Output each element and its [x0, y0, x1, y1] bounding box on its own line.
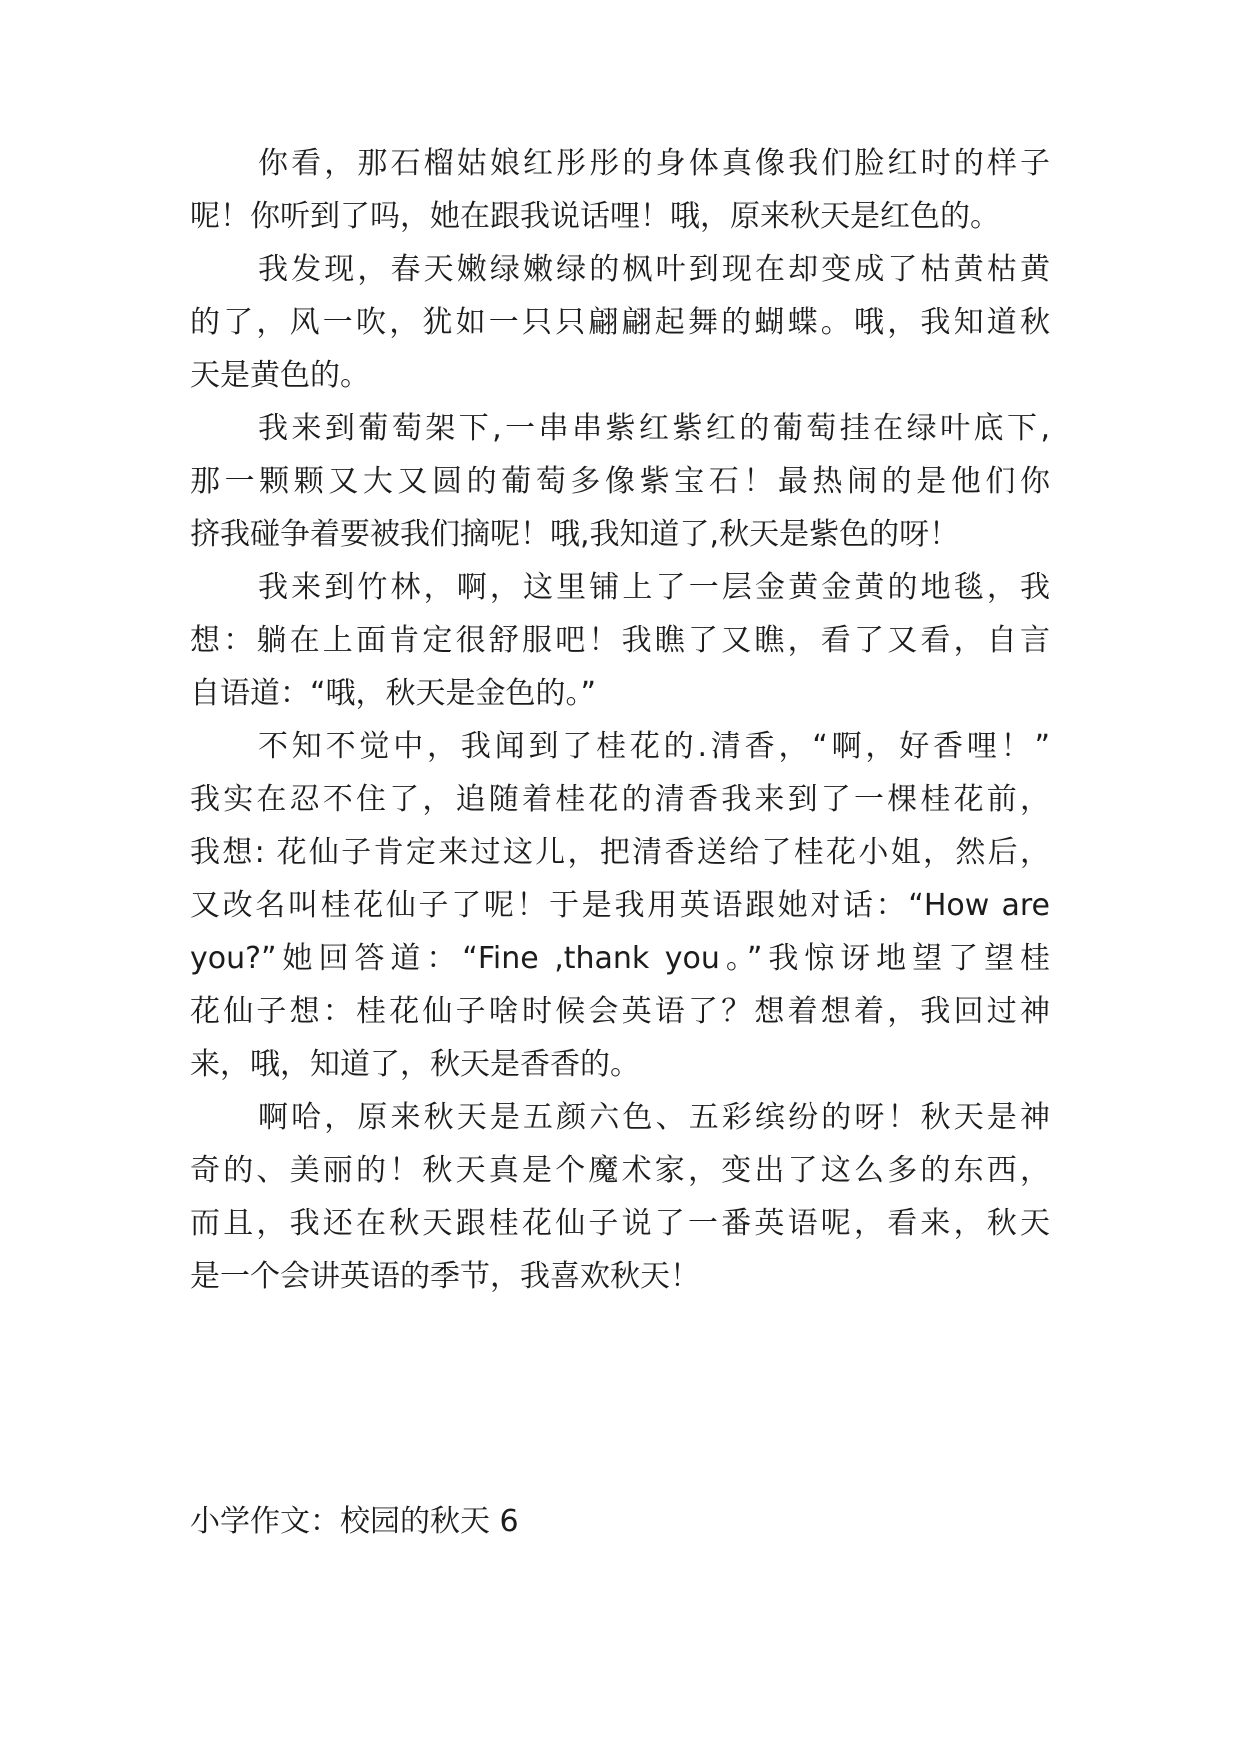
paragraph-4-line-1: 我来到竹林，啊，这里铺上了一层金黄金黄的地毯，我 [258, 570, 1050, 605]
paragraph-2-line-2: 的了，风一吹，犹如一只只翩翩起舞的蝴蝶。哦，我知道秋 [190, 305, 1050, 340]
paragraph-5-line-1: 不知不觉中，我闻到了桂花的.清香，“啊，好香哩！” [258, 729, 1050, 764]
paragraph-2-line-1: 我发现，春天嫩绿嫩绿的枫叶到现在却变成了枯黄枯黄 [258, 252, 1050, 287]
paragraph-5-line-7: 来，哦，知道了，秋天是香香的。 [190, 1047, 640, 1082]
paragraph-6-line-2: 奇的、美丽的！秋天真是个魔术家，变出了这么多的东西， [190, 1153, 1050, 1188]
paragraph-6-line-4: 是一个会讲英语的季节，我喜欢秋天！ [190, 1259, 700, 1294]
paragraph-2-line-3: 天是黄色的。 [190, 358, 370, 393]
paragraph-1-line-2: 呢！你听到了吗，她在跟我说话哩！哦，原来秋天是红色的。 [190, 199, 1000, 234]
paragraph-5-line-3: 我想: 花仙子肯定来过这儿，把清香送给了桂花小姐，然后， [190, 835, 1050, 870]
paragraph-6-line-3: 而且，我还在秋天跟桂花仙子说了一番英语呢，看来，秋天 [190, 1206, 1050, 1241]
paragraph-3-line-3: 挤我碰争着要被我们摘呢！哦,我知道了,秋天是紫色的呀！ [190, 517, 960, 552]
paragraph-6-line-1: 啊哈，原来秋天是五颜六色、五彩缤纷的呀！秋天是神 [258, 1100, 1050, 1135]
paragraph-5-line-4: 又改名叫桂花仙子了呢！于是我用英语跟她对话：“How are [190, 888, 1050, 923]
paragraph-5-line-2: 我实在忍不住了，追随着桂花的清香我来到了一棵桂花前， [190, 782, 1050, 817]
paragraph-5-line-6: 花仙子想：桂花仙子啥时候会英语了？想着想着，我回过神 [190, 994, 1050, 1029]
paragraph-4-line-2: 想：躺在上面肯定很舒服吧！我瞧了又瞧，看了又看，自言 [190, 623, 1050, 658]
paragraph-1-line-1: 你看，那石榴姑娘红彤彤的身体真像我们脸红时的样子 [258, 146, 1050, 181]
paragraph-3-line-1: 我来到葡萄架下,一串串紫红紫红的葡萄挂在绿叶底下, [258, 411, 1050, 446]
paragraph-4-line-3: 自语道：“哦，秋天是金色的。” [190, 676, 597, 711]
paragraph-5-line-5: you?”她回答道：“Fine ,thank you。”我惊讶地望了望桂 [190, 941, 1050, 976]
paragraph-3-line-2: 那一颗颗又大又圆的葡萄多像紫宝石！最热闹的是他们你 [190, 464, 1050, 499]
section-heading: 小学作文：校园的秋天 6 [190, 1504, 519, 1539]
